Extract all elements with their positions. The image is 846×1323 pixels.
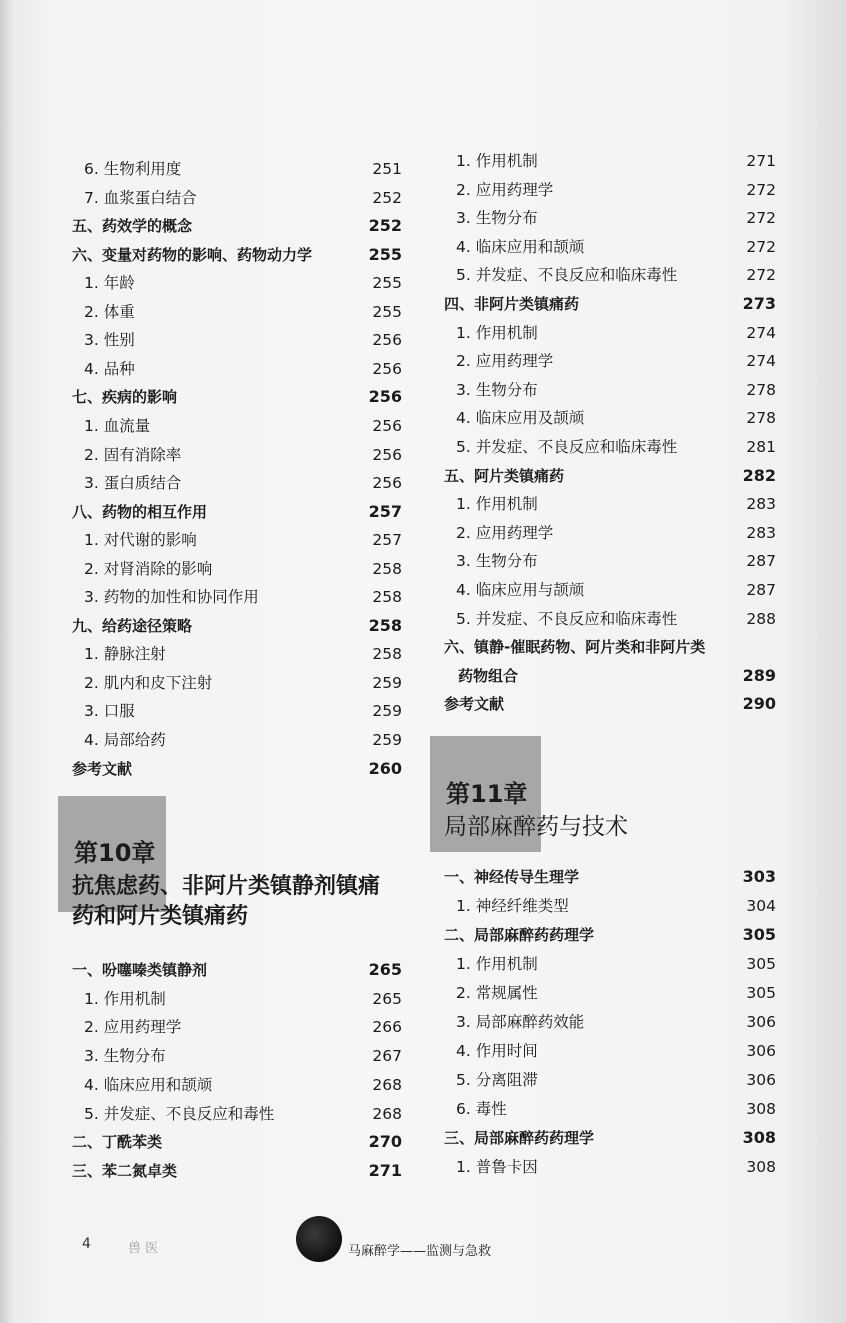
toc-entry [444, 378, 776, 402]
toc-entry-label: 1. 作用机制 [456, 152, 538, 170]
toc-entry-label: 九、给药途径策略 [72, 616, 193, 635]
toc-entry [444, 321, 776, 345]
toc-entry-label: 2. 应用药理学 [84, 1018, 182, 1037]
toc-entry-label: 六、变量对药物的影响、药物动力学 [72, 245, 313, 264]
footer-logo-icon [296, 1216, 342, 1262]
toc-entry-page: 272 [746, 266, 776, 285]
toc-entry-label: 1. 作用机制 [84, 989, 166, 1008]
toc-entry [444, 435, 776, 459]
page-edge-shadow [0, 0, 14, 1323]
toc-entry [72, 385, 402, 409]
toc-entry-label: 3. 生物分布 [456, 380, 538, 399]
toc-entry [72, 1102, 402, 1126]
toc-entry-page: 308 [746, 1100, 776, 1118]
toc-entry-page: 255 [372, 274, 402, 293]
toc-entry-page: 260 [368, 758, 402, 778]
toc-entry [444, 635, 776, 659]
chapter11-number: 第11章 [446, 780, 528, 808]
toc-entry [72, 471, 402, 495]
toc-entry-label: 1. 血流量 [84, 416, 151, 435]
toc-entry-page: 268 [372, 1075, 402, 1094]
toc-entry-page: 265 [368, 960, 402, 979]
toc-entry [444, 492, 776, 516]
toc-entry [72, 243, 402, 267]
toc-entry [72, 1130, 402, 1154]
toc-entry [444, 923, 776, 947]
toc-entry [72, 642, 402, 666]
toc-entry [444, 692, 776, 716]
toc-entry-page: 256 [372, 331, 402, 350]
chapter10-title: 抗焦虑药、非阿片类镇静剂镇痛药和阿片类镇痛药 [72, 874, 381, 929]
toc-entry-label: 2. 对肾消除的影响 [84, 559, 213, 578]
footer-faint-label: 兽 医 [128, 1241, 159, 1256]
toc-entry [72, 443, 402, 467]
toc-entry-label: 6. 毒性 [456, 1100, 507, 1118]
toc-entry-page: 283 [746, 495, 776, 514]
toc-entry-page: 271 [368, 1160, 402, 1180]
toc-entry-page: 288 [746, 609, 776, 628]
toc-entry-label: 5. 并发症、不良反应和临床毒性 [456, 266, 678, 285]
toc-entry [444, 235, 776, 259]
toc-entry-label: 3. 性别 [84, 331, 135, 350]
toc-entry-label: 二、丁酰苯类 [72, 1133, 163, 1152]
toc-entry-page: 258 [372, 559, 402, 578]
chapter11-title: 局部麻醉药与技术 [444, 814, 628, 840]
toc-entry [72, 414, 402, 438]
toc-entry-label: 3. 口服 [84, 702, 135, 721]
toc-entry-page: 272 [746, 180, 776, 199]
toc-entry [72, 1073, 402, 1097]
toc-entry-page: 265 [372, 989, 402, 1008]
toc-entry-page: 282 [742, 465, 776, 485]
toc-entry-label: 药物组合 [458, 666, 519, 685]
toc-entry [444, 149, 776, 173]
toc-entry-page: 281 [746, 438, 776, 456]
toc-entry [444, 578, 776, 602]
toc-entry-label: 4. 作用时间 [456, 1042, 538, 1060]
toc-entry [72, 1044, 402, 1068]
toc-entry-page: 266 [372, 1018, 402, 1037]
toc-entry-page: 305 [746, 955, 776, 973]
toc-entry-page: 287 [746, 581, 776, 599]
toc-entry [72, 757, 402, 781]
toc-entry [444, 206, 776, 230]
toc-entry-label: 4. 局部给药 [84, 731, 166, 749]
toc-entry [72, 987, 402, 1011]
toc-entry-label: 参考文献 [72, 759, 133, 778]
toc-entry [72, 186, 402, 210]
toc-entry [444, 349, 776, 373]
toc-entry-page: 267 [372, 1047, 402, 1066]
toc-entry-page: 255 [368, 244, 402, 264]
toc-entry-label: 3. 生物分布 [84, 1047, 166, 1066]
toc-entry-label: 1. 普鲁卡因 [456, 1158, 538, 1176]
toc-entry-label: 4. 临床应用及颉颃 [456, 409, 585, 428]
toc-entry-label: 五、药效学的概念 [72, 217, 193, 236]
toc-entry-page: 274 [746, 323, 776, 342]
toc-entry-page: 256 [368, 387, 402, 407]
toc-entry-page: 259 [372, 731, 402, 749]
toc-entry-label: 二、局部麻醉药药理学 [444, 926, 595, 944]
toc-entry-label: 四、非阿片类镇痛药 [444, 295, 580, 313]
toc-entry [444, 1126, 776, 1150]
toc-entry-label: 5. 并发症、不良反应和临床毒性 [456, 609, 678, 628]
toc-entry-page: 287 [746, 552, 776, 571]
toc-entry-label: 2. 固有消除率 [84, 445, 182, 464]
toc-entry [72, 614, 402, 638]
toc-entry-label: 1. 作用机制 [456, 955, 538, 973]
toc-entry-label: 5. 并发症、不良反应和毒性 [84, 1104, 275, 1123]
toc-entry [444, 865, 776, 889]
toc-entry-label: 2. 肌内和皮下注射 [84, 673, 213, 692]
toc-entry-label: 3. 药物的加性和协同作用 [84, 588, 259, 607]
toc-entry-page: 303 [742, 867, 776, 886]
toc-entry-page: 272 [746, 237, 776, 256]
chapter10-number: 第10章 [74, 839, 156, 867]
toc-entry-page: 278 [746, 409, 776, 428]
toc-entry-page: 256 [372, 474, 402, 493]
toc-entry-label: 三、苯二氮卓类 [72, 1161, 178, 1180]
toc-entry-page: 308 [742, 1128, 776, 1147]
toc-entry-label: 1. 静脉注射 [84, 645, 166, 664]
toc-entry [72, 500, 402, 524]
toc-entry-label: 2. 应用药理学 [456, 523, 554, 542]
toc-entry-label: 1. 作用机制 [456, 323, 538, 342]
toc-entry [444, 894, 776, 918]
toc-entry-page: 256 [372, 445, 402, 464]
toc-entry [444, 178, 776, 202]
toc-entry-page: 256 [372, 416, 402, 435]
toc-entry [444, 292, 776, 316]
toc-entry-page: 306 [746, 1013, 776, 1031]
toc-entry [444, 406, 776, 430]
toc-entry-page: 252 [368, 216, 402, 236]
book-title: 马麻醉学——监测与急救 [348, 1244, 492, 1259]
toc-entry [72, 585, 402, 609]
toc-entry-page: 268 [372, 1104, 402, 1123]
toc-entry-label: 一、吩噻嗪类镇静剂 [72, 961, 208, 979]
toc-entry-page: 252 [372, 188, 402, 207]
toc-entry-page: 273 [742, 294, 776, 313]
toc-entry-label: 七、疾病的影响 [72, 388, 178, 407]
toc-entry [444, 952, 776, 976]
toc-entry-page: 256 [372, 359, 402, 378]
toc-entry-label: 2. 体重 [84, 302, 135, 321]
toc-entry-label: 5. 并发症、不良反应和临床毒性 [456, 438, 678, 456]
toc-entry [444, 549, 776, 573]
toc-entry [72, 699, 402, 723]
toc-entry-label: 八、药物的相互作用 [72, 502, 208, 521]
toc-entry-label: 五、阿片类镇痛药 [444, 466, 565, 485]
toc-entry-label: 1. 神经纤维类型 [456, 897, 569, 915]
toc-entry [444, 607, 776, 631]
toc-entry-page: 272 [746, 209, 776, 228]
toc-entry-label: 4. 临床应用和颉颃 [456, 237, 585, 256]
toc-entry [444, 263, 776, 287]
toc-entry [444, 1068, 776, 1092]
toc-entry-page: 251 [372, 160, 402, 178]
toc-entry [444, 1039, 776, 1063]
toc-entry-page: 258 [372, 645, 402, 664]
toc-entry-page: 305 [746, 984, 776, 1002]
toc-entry [72, 214, 402, 238]
toc-entry [444, 1097, 776, 1121]
toc-entry-label: 2. 应用药理学 [456, 352, 554, 371]
toc-entry [444, 664, 776, 688]
toc-entry-page: 271 [746, 152, 776, 170]
toc-entry [72, 271, 402, 295]
toc-entry [72, 328, 402, 352]
toc-entry [72, 728, 402, 752]
toc-entry-page: 290 [742, 694, 776, 714]
toc-entry-page: 255 [372, 302, 402, 321]
toc-entry-page: 289 [742, 665, 776, 685]
toc-entry-label: 3. 生物分布 [456, 209, 538, 228]
toc-entry-label: 4. 品种 [84, 359, 135, 378]
toc-entry-page: 278 [746, 380, 776, 399]
toc-entry [444, 521, 776, 545]
toc-entry-page: 259 [372, 702, 402, 721]
toc-entry-page: 274 [746, 352, 776, 371]
toc-entry [444, 981, 776, 1005]
toc-entry [444, 1010, 776, 1034]
toc-entry-page: 259 [372, 673, 402, 692]
toc-entry-label: 3. 生物分布 [456, 552, 538, 571]
toc-entry-label: 7. 血浆蛋白结合 [84, 188, 197, 207]
toc-entry-label: 6. 生物利用度 [84, 160, 182, 178]
toc-entry-label: 参考文献 [444, 695, 505, 714]
toc-entry [444, 1155, 776, 1179]
toc-entry [72, 300, 402, 324]
toc-entry-label: 3. 局部麻醉药效能 [456, 1013, 585, 1031]
toc-entry-page: 306 [746, 1042, 776, 1060]
toc-entry-page: 305 [742, 925, 776, 944]
toc-entry [72, 1015, 402, 1039]
toc-entry [72, 958, 402, 982]
page-number: 4 [82, 1236, 91, 1252]
toc-entry [72, 557, 402, 581]
toc-entry [72, 157, 402, 181]
toc-entry-page: 257 [368, 501, 402, 521]
toc-entry-label: 2. 常规属性 [456, 984, 538, 1002]
toc-entry-label: 三、局部麻醉药药理学 [444, 1129, 595, 1147]
toc-entry-label: 4. 临床应用和颉颃 [84, 1075, 213, 1094]
toc-entry-page: 257 [372, 531, 402, 550]
toc-entry-page: 258 [368, 615, 402, 635]
toc-entry-label: 一、神经传导生理学 [444, 868, 580, 886]
toc-entry [444, 464, 776, 488]
toc-entry [72, 671, 402, 695]
toc-entry-page: 308 [746, 1158, 776, 1176]
toc-entry-label: 5. 分离阻滞 [456, 1071, 538, 1089]
toc-entry-page: 258 [372, 588, 402, 607]
toc-entry-page: 304 [746, 897, 776, 915]
toc-entry-label: 1. 年龄 [84, 274, 135, 293]
toc-entry-page: 270 [368, 1132, 402, 1152]
toc-entry [72, 1159, 402, 1183]
toc-entry-label: 六、镇静-催眠药物、阿片类和非阿片类 [444, 638, 706, 657]
toc-entry-label: 2. 应用药理学 [456, 180, 554, 199]
toc-entry [72, 357, 402, 381]
toc-entry-label: 4. 临床应用与颉颃 [456, 581, 585, 599]
toc-entry-label: 3. 蛋白质结合 [84, 474, 182, 493]
toc-entry-label: 1. 对代谢的影响 [84, 531, 197, 550]
toc-entry-label: 1. 作用机制 [456, 495, 538, 514]
toc-entry-page: 306 [746, 1071, 776, 1089]
toc-entry [72, 528, 402, 552]
toc-entry-page: 283 [746, 523, 776, 542]
